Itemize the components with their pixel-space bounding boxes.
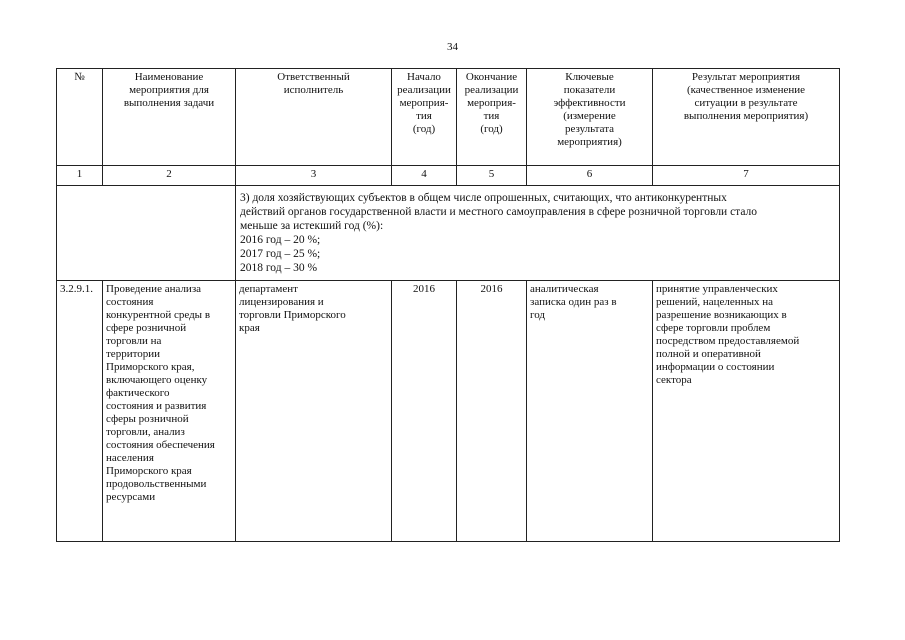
text-line: посредством предоставляемой bbox=[656, 335, 800, 347]
start-year: 2016 bbox=[392, 281, 457, 542]
text-line: (год) bbox=[480, 123, 503, 135]
text-line: состояния bbox=[106, 296, 154, 308]
activity-name bbox=[103, 281, 236, 542]
text-line: эффективности bbox=[553, 97, 626, 109]
column-number: 2 bbox=[103, 166, 236, 186]
text-line: выполнения мероприятия) bbox=[683, 110, 809, 122]
text-line: Проведение анализа bbox=[106, 283, 202, 295]
header-cell-result bbox=[653, 69, 840, 166]
text-line: аналитическая bbox=[530, 283, 599, 295]
text-line: меньше за истекший год (%): bbox=[240, 220, 384, 232]
header-cell-end bbox=[457, 69, 527, 166]
text-line: мероприятия) bbox=[557, 136, 622, 148]
text-line: конкурентной среды в bbox=[106, 309, 211, 321]
column-number: 6 bbox=[527, 166, 653, 186]
text-line: (измерение bbox=[563, 110, 616, 122]
text-line: Результат мероприятия bbox=[691, 71, 801, 83]
text-line: сфере розничной bbox=[106, 322, 187, 334]
page-number: 34 bbox=[447, 41, 458, 53]
column-number: 1 bbox=[57, 166, 103, 186]
text-line: торговли на bbox=[106, 335, 162, 347]
text-line: 2017 год – 25 %; bbox=[240, 248, 321, 260]
table-row bbox=[57, 281, 840, 542]
text-line: Наименование bbox=[134, 71, 204, 83]
text-line: реализации bbox=[464, 84, 519, 96]
header-cell-number bbox=[57, 69, 103, 166]
column-number: 7 bbox=[653, 166, 840, 186]
header-cell-executor bbox=[236, 69, 392, 166]
text-line: полной и оперативной bbox=[656, 348, 761, 360]
text-line: сектора bbox=[656, 374, 692, 386]
text-line: населения bbox=[106, 452, 154, 464]
text-line: исполнитель bbox=[283, 84, 344, 96]
text-line: (качественное изменение bbox=[686, 84, 806, 96]
text-line: разрешение возникающих в bbox=[656, 309, 787, 321]
text-line: 2018 год – 30 % bbox=[240, 262, 318, 274]
column-number: 3 bbox=[236, 166, 392, 186]
text-line: края bbox=[239, 322, 260, 334]
text-line: состояния обеспечения bbox=[106, 439, 215, 451]
activities-table bbox=[56, 68, 840, 542]
row-number: 3.2.9.1. bbox=[57, 281, 103, 542]
text-line: торговли, анализ bbox=[106, 426, 185, 438]
header-cell-indicators bbox=[527, 69, 653, 166]
text-line: ресурсами bbox=[106, 491, 156, 503]
text-line: год bbox=[530, 309, 546, 321]
text-line: результата bbox=[564, 123, 615, 135]
text-line: департамент bbox=[239, 283, 298, 295]
text-line: (год) bbox=[412, 123, 436, 135]
empty-cell bbox=[57, 186, 236, 281]
text-line: принятие управленческих bbox=[656, 283, 778, 295]
text-line: действий органов государственной власти и местного самоуправления в сфере розничной торговли стало bbox=[240, 206, 758, 218]
column-number-row bbox=[57, 166, 840, 186]
text-line: лицензирования и bbox=[239, 296, 324, 308]
text-line: тия bbox=[483, 110, 500, 122]
text-line: выполнения задачи bbox=[123, 97, 215, 109]
indicator-note-row bbox=[57, 186, 840, 281]
text-line: Приморского края, bbox=[106, 361, 195, 373]
activity-result bbox=[653, 281, 840, 542]
text-line: продовольственными bbox=[106, 478, 207, 490]
text-line: показатели bbox=[563, 84, 616, 96]
indicator-note-text bbox=[236, 186, 840, 281]
text-line: мероприя- bbox=[467, 97, 516, 109]
text-line: фактического bbox=[106, 387, 170, 399]
text-line: включающего оценку bbox=[106, 374, 208, 386]
text-line: 3) доля хозяйствующих субъектов в общем числе опрошенных, считающих, что антиконкурентных bbox=[240, 192, 727, 204]
text-line: тия bbox=[416, 110, 432, 122]
text-line: Начало bbox=[407, 71, 441, 83]
text-line: территории bbox=[106, 348, 161, 360]
column-number: 4 bbox=[392, 166, 457, 186]
text-line: ситуации в результате bbox=[694, 97, 798, 109]
header-row bbox=[57, 69, 840, 166]
text-line: реализации bbox=[397, 84, 451, 96]
text-line: Ответственный bbox=[277, 71, 350, 83]
text-line: мероприя- bbox=[399, 97, 449, 109]
text-line: записка один раз в bbox=[530, 296, 617, 308]
header-cell-name bbox=[103, 69, 236, 166]
column-number: 5 bbox=[457, 166, 527, 186]
text-line: Приморского края bbox=[106, 465, 192, 477]
text-line: Ключевые bbox=[565, 71, 614, 83]
text-line: № bbox=[74, 71, 85, 83]
text-line: сфере торговли проблем bbox=[656, 322, 771, 334]
text-line: информации о состоянии bbox=[656, 361, 775, 373]
text-line: 2016 год – 20 %; bbox=[240, 234, 321, 246]
key-indicators bbox=[527, 281, 653, 542]
text-line: сферы розничной bbox=[106, 413, 189, 425]
text-line: мероприятия для bbox=[129, 84, 209, 96]
responsible-executor bbox=[236, 281, 392, 542]
text-line: решений, нацеленных на bbox=[656, 296, 773, 308]
text-line: торговли Приморского bbox=[239, 309, 346, 321]
header-cell-start bbox=[392, 69, 457, 166]
end-year: 2016 bbox=[457, 281, 527, 542]
text-line: Окончание bbox=[465, 71, 518, 83]
text-line: состояния и развития bbox=[106, 400, 207, 412]
